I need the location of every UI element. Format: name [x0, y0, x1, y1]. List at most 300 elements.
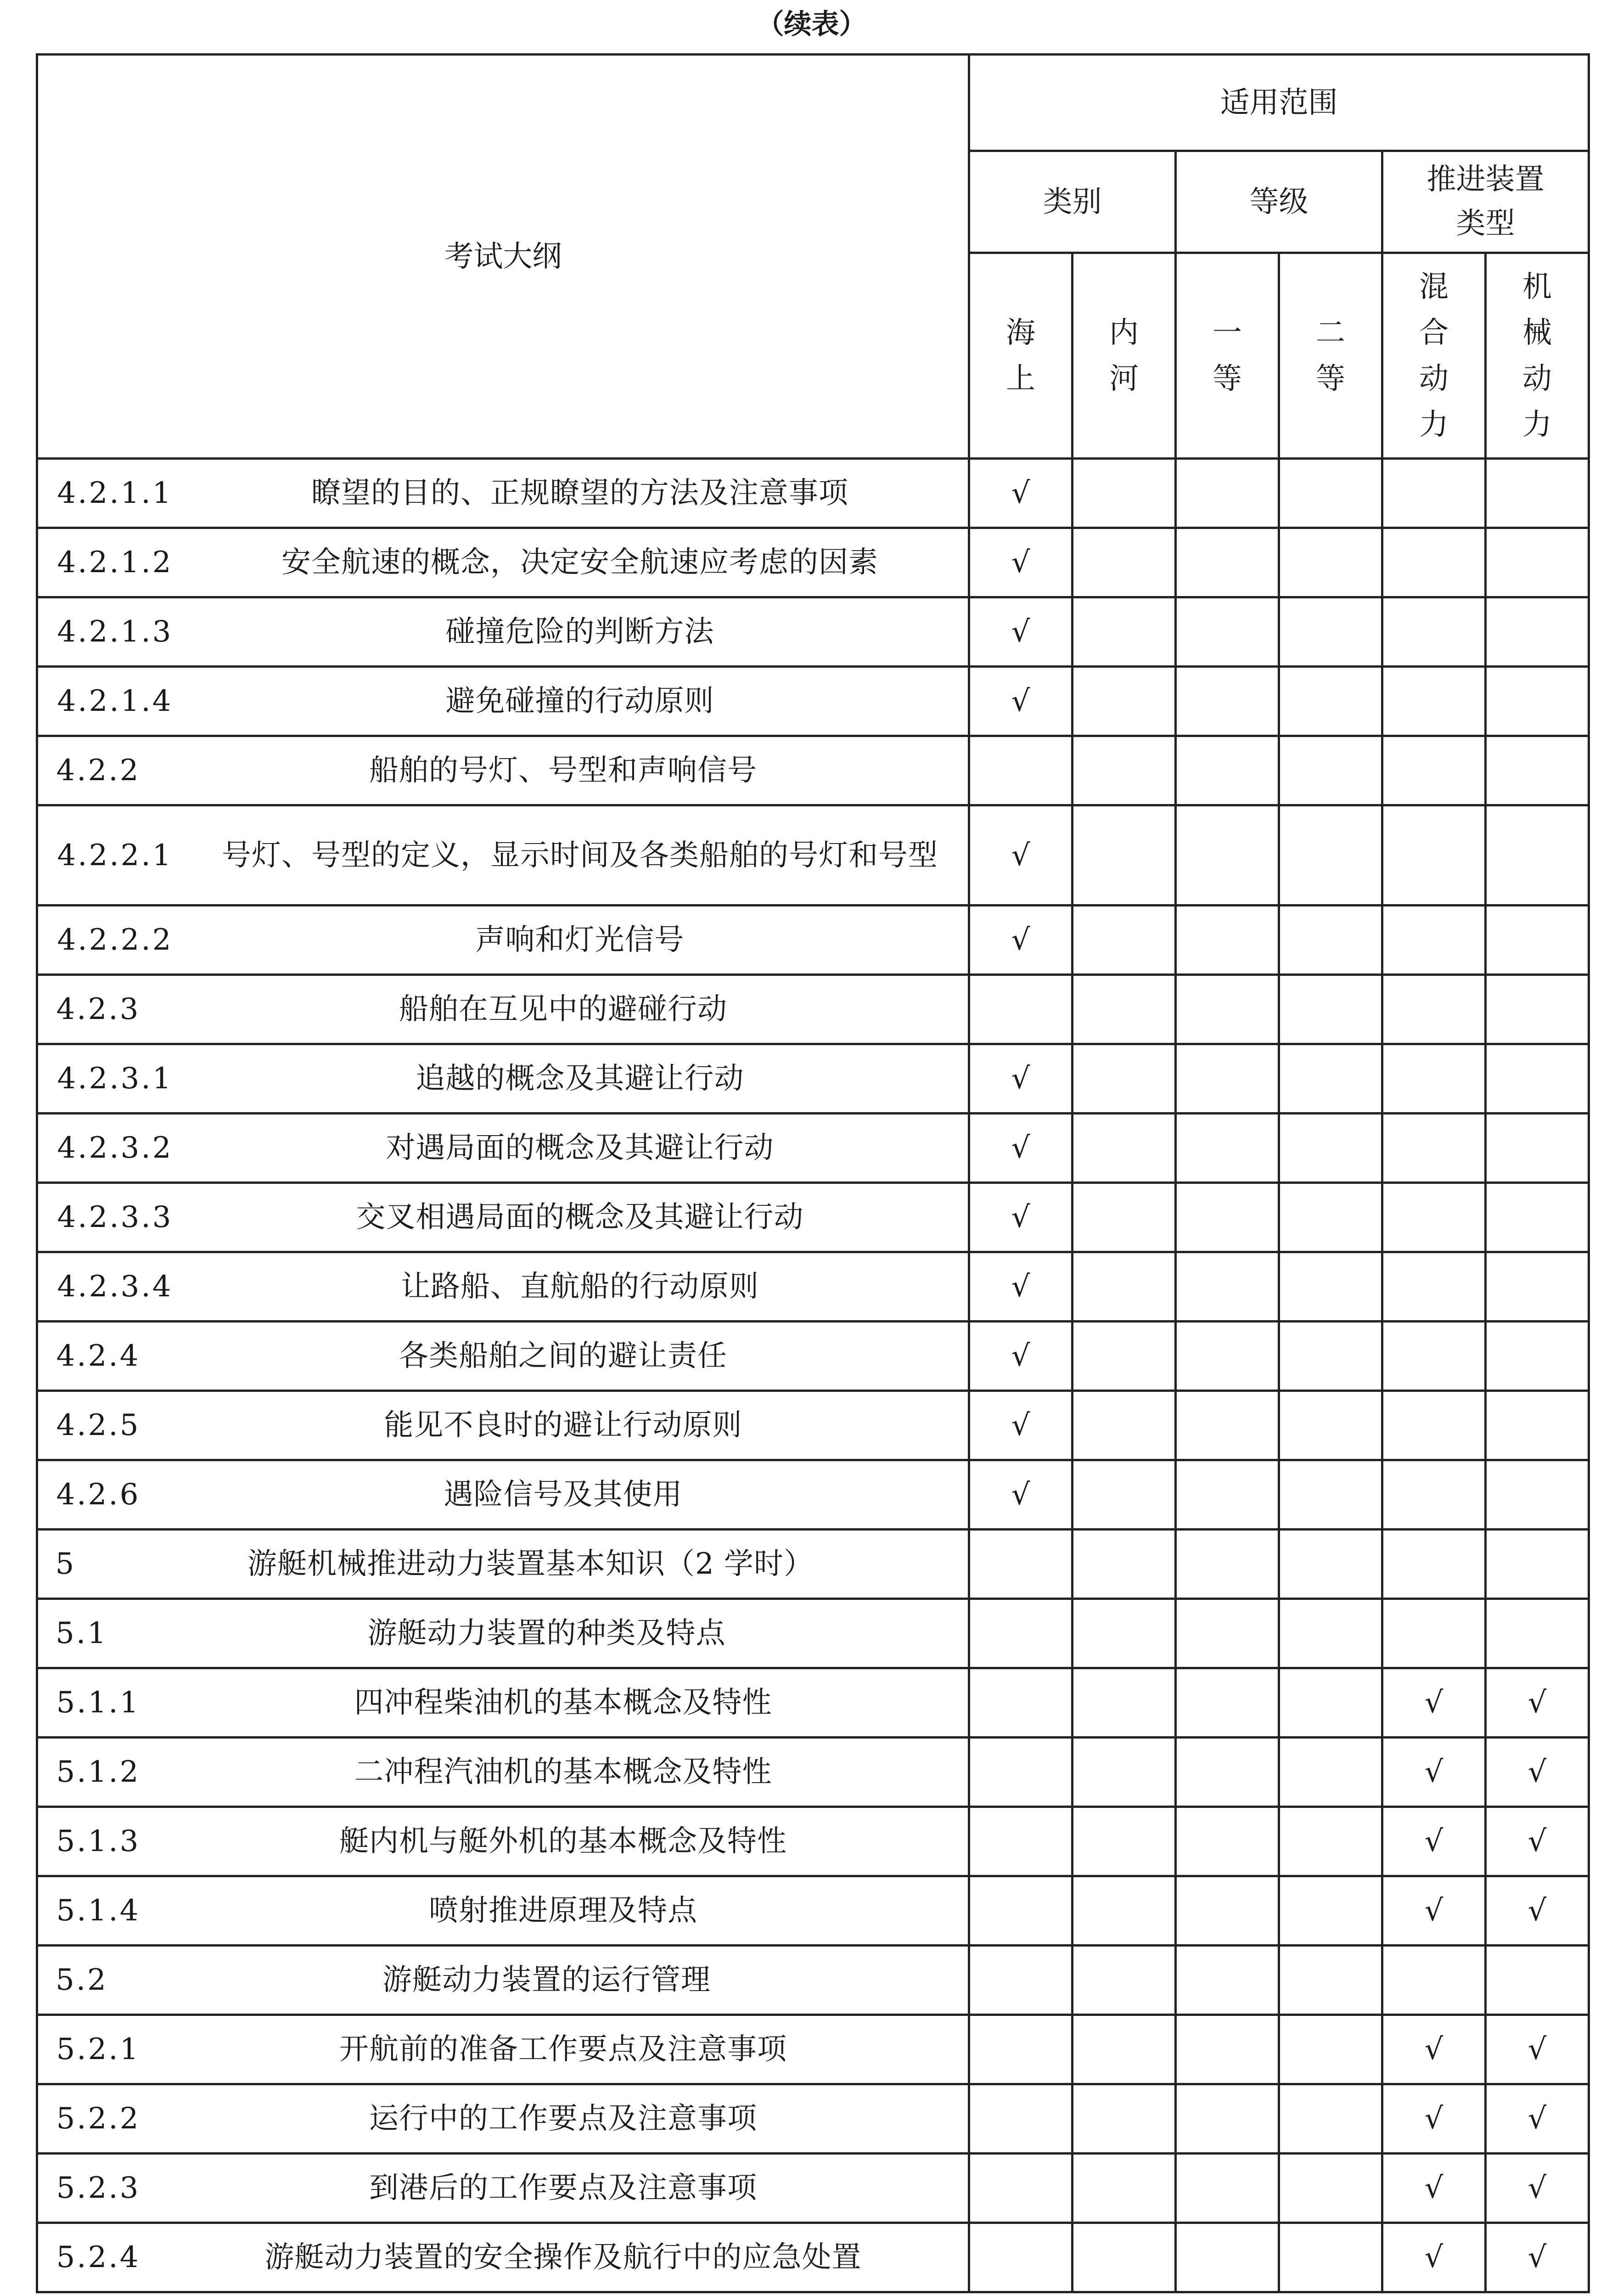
- check-cell-second-class: [1279, 1807, 1382, 1876]
- check-cell-first-class: [1176, 1322, 1279, 1391]
- outline-entry: [38, 612, 968, 652]
- table-body: [37, 459, 1589, 2292]
- check-cell-sea: [969, 2084, 1073, 2154]
- section-number: 5.2.4: [56, 2240, 140, 2274]
- outline-entry: [38, 1960, 968, 2000]
- table-caption: （续表）: [756, 8, 867, 40]
- check-cell-mechanical-power: [1486, 597, 1589, 667]
- check-cell-hybrid-power: [1382, 805, 1486, 906]
- section-number: 4.2.3.4: [57, 1270, 173, 1304]
- check-cell-first-class: [1176, 1252, 1279, 1322]
- check-cell-inland: [1073, 2015, 1176, 2084]
- column-header-sea: 海上: [969, 253, 1073, 459]
- section-title: 追越的概念及其避让行动: [416, 1062, 744, 1096]
- check-cell-second-class: [1279, 2015, 1382, 2084]
- section-title: 游艇动力装置的安全操作及航行中的应急处置: [264, 2240, 862, 2274]
- section-title: 各类船舶之间的避让责任: [399, 1339, 727, 1373]
- check-cell-sea: [969, 1738, 1073, 1807]
- check-cell-sea: [969, 2015, 1073, 2084]
- section-number: 4.2.4: [56, 1339, 140, 1373]
- section-number: 4.2.2: [56, 754, 140, 788]
- check-cell-first-class: [1176, 1668, 1279, 1738]
- section-title: 船舶在互见中的避碰行动: [399, 992, 727, 1026]
- check-cell-sea: √: [969, 906, 1073, 975]
- check-cell-first-class: [1176, 975, 1279, 1044]
- check-cell-sea: [969, 1599, 1073, 1668]
- check-cell-sea: [969, 1807, 1073, 1876]
- check-cell-first-class: [1176, 459, 1279, 528]
- table-row: [37, 805, 1589, 906]
- table-row: [37, 528, 1589, 597]
- table-row: [37, 2154, 1589, 2223]
- check-cell-hybrid-power: [1382, 1183, 1486, 1252]
- outline-cell: [37, 1322, 969, 1391]
- table-row: [37, 1876, 1589, 1946]
- check-cell-hybrid-power: [1382, 459, 1486, 528]
- check-cell-hybrid-power: [1382, 1391, 1486, 1460]
- check-cell-first-class: [1176, 2084, 1279, 2154]
- outline-entry: [38, 1198, 968, 1237]
- check-cell-hybrid-power: [1382, 736, 1486, 805]
- check-cell-mechanical-power: [1486, 1114, 1589, 1183]
- column-header-inland: 内河: [1073, 253, 1176, 459]
- section-title: 艇内机与艇外机的基本概念及特性: [339, 1824, 787, 1858]
- check-cell-second-class: [1279, 1668, 1382, 1738]
- table-row: [37, 597, 1589, 667]
- outline-entry: [38, 681, 968, 721]
- table-row: [37, 1252, 1589, 1322]
- section-title: 对遇局面的概念及其避让行动: [386, 1131, 774, 1165]
- section-number: 5.1.4: [56, 1894, 140, 1928]
- check-cell-hybrid-power: [1382, 1044, 1486, 1114]
- section-title: 号灯、号型的定义，显示时间及各类船舶的号灯和号型: [222, 838, 938, 872]
- check-cell-second-class: [1279, 975, 1382, 1044]
- check-cell-sea: [969, 1946, 1073, 2015]
- table-row: [37, 1044, 1589, 1114]
- check-cell-inland: [1073, 1460, 1176, 1530]
- table-row: [37, 1807, 1589, 1876]
- outline-cell: [37, 1946, 969, 2015]
- check-cell-mechanical-power: [1486, 1391, 1589, 1460]
- outline-cell: [37, 1599, 969, 1668]
- syllabus-table: [36, 53, 1590, 2293]
- outline-entry: [38, 1544, 968, 1584]
- check-cell-second-class: [1279, 1876, 1382, 1946]
- check-cell-hybrid-power: √: [1382, 2084, 1486, 2154]
- outline-entry: [38, 2099, 968, 2138]
- check-cell-second-class: [1279, 459, 1382, 528]
- check-cell-first-class: [1176, 1876, 1279, 1946]
- section-number: 5.2: [56, 1963, 108, 1997]
- check-cell-hybrid-power: [1382, 1460, 1486, 1530]
- check-cell-sea: [969, 736, 1073, 805]
- section-title: 遇险信号及其使用: [444, 1478, 683, 1512]
- check-cell-mechanical-power: √: [1486, 1738, 1589, 1807]
- section-number: 4.2.1.2: [57, 546, 173, 580]
- check-cell-inland: [1073, 1876, 1176, 1946]
- check-cell-first-class: [1176, 597, 1279, 667]
- check-cell-inland: [1073, 597, 1176, 667]
- section-title: 游艇机械推进动力装置基本知识（2 学时）: [247, 1547, 814, 1581]
- section-title: 碰撞危险的判断方法: [445, 615, 714, 649]
- check-cell-second-class: [1279, 2084, 1382, 2154]
- section-title: 避免碰撞的行动原则: [445, 684, 714, 718]
- check-cell-sea: [969, 975, 1073, 1044]
- propulsion-type-header: 推进装置类型: [1382, 151, 1589, 253]
- check-cell-sea: √: [969, 1114, 1073, 1183]
- check-cell-hybrid-power: √: [1382, 1807, 1486, 1876]
- outline-cell: [37, 1530, 969, 1599]
- table-row: [37, 1114, 1589, 1183]
- check-cell-second-class: [1279, 667, 1382, 736]
- section-title: 交叉相遇局面的概念及其避让行动: [356, 1200, 804, 1234]
- check-cell-inland: [1073, 2084, 1176, 2154]
- section-title: 运行中的工作要点及注意事项: [369, 2102, 757, 2136]
- section-number: 4.2.1.1: [57, 476, 173, 510]
- check-cell-mechanical-power: [1486, 667, 1589, 736]
- check-cell-mechanical-power: [1486, 975, 1589, 1044]
- check-cell-first-class: [1176, 1114, 1279, 1183]
- check-cell-mechanical-power: √: [1486, 1876, 1589, 1946]
- section-title: 开航前的准备工作要点及注意事项: [339, 2032, 787, 2066]
- outline-cell: [37, 1807, 969, 1876]
- table-row: [37, 1391, 1589, 1460]
- table-row: [37, 1530, 1589, 1599]
- check-cell-hybrid-power: √: [1382, 1738, 1486, 1807]
- check-cell-second-class: [1279, 528, 1382, 597]
- section-number: 5.2.3: [56, 2171, 140, 2205]
- check-cell-sea: [969, 1530, 1073, 1599]
- check-cell-second-class: [1279, 597, 1382, 667]
- check-cell-mechanical-power: √: [1486, 2084, 1589, 2154]
- check-cell-inland: [1073, 1530, 1176, 1599]
- check-cell-sea: √: [969, 1252, 1073, 1322]
- section-title: 游艇动力装置的种类及特点: [367, 1616, 726, 1650]
- check-cell-hybrid-power: [1382, 1322, 1486, 1391]
- check-cell-hybrid-power: [1382, 597, 1486, 667]
- check-cell-first-class: [1176, 805, 1279, 906]
- outline-cell: [37, 597, 969, 667]
- outline-entry: [38, 1059, 968, 1098]
- check-cell-hybrid-power: [1382, 667, 1486, 736]
- check-cell-inland: [1073, 805, 1176, 906]
- table-row: [37, 1668, 1589, 1738]
- table-row: [37, 2084, 1589, 2154]
- check-cell-sea: [969, 1668, 1073, 1738]
- outline-cell: [37, 1668, 969, 1738]
- check-cell-sea: √: [969, 667, 1073, 736]
- check-cell-inland: [1073, 528, 1176, 597]
- check-cell-second-class: [1279, 906, 1382, 975]
- section-number: 5.1.2: [56, 1755, 140, 1789]
- section-number: 5.1.1: [56, 1686, 140, 1720]
- outline-cell: [37, 1114, 969, 1183]
- section-title: 到港后的工作要点及注意事项: [369, 2171, 757, 2205]
- check-cell-mechanical-power: √: [1486, 2223, 1589, 2292]
- check-cell-sea: [969, 2154, 1073, 2223]
- check-cell-first-class: [1176, 736, 1279, 805]
- check-cell-inland: [1073, 1738, 1176, 1807]
- table-row: [37, 736, 1589, 805]
- outline-entry: [38, 1752, 968, 1792]
- outline-entry: [38, 1614, 968, 1653]
- check-cell-first-class: [1176, 1460, 1279, 1530]
- outline-entry: [38, 920, 968, 960]
- check-cell-first-class: [1176, 1183, 1279, 1252]
- check-cell-hybrid-power: √: [1382, 1876, 1486, 1946]
- check-cell-mechanical-power: [1486, 736, 1589, 805]
- check-cell-hybrid-power: [1382, 1599, 1486, 1668]
- table-row: [37, 1460, 1589, 1530]
- check-cell-first-class: [1176, 1044, 1279, 1114]
- category-header: 类别: [969, 151, 1176, 253]
- check-cell-first-class: [1176, 2015, 1279, 2084]
- outline-cell: [37, 1044, 969, 1114]
- table-row: [37, 1599, 1589, 1668]
- outline-entry: [38, 1336, 968, 1376]
- table-row: [37, 2015, 1589, 2084]
- outline-cell: [37, 975, 969, 1044]
- section-number: 4.2.3: [56, 992, 140, 1026]
- check-cell-inland: [1073, 1946, 1176, 2015]
- section-number: 5.1.3: [56, 1824, 140, 1858]
- check-cell-inland: [1073, 2154, 1176, 2223]
- section-number: 4.2.5: [56, 1408, 140, 1442]
- check-cell-second-class: [1279, 1946, 1382, 2015]
- check-cell-mechanical-power: [1486, 1530, 1589, 1599]
- outline-cell: [37, 459, 969, 528]
- check-cell-hybrid-power: √: [1382, 2223, 1486, 2292]
- check-cell-first-class: [1176, 1807, 1279, 1876]
- section-number: 5.2.2: [56, 2102, 140, 2136]
- outline-cell: [37, 528, 969, 597]
- section-number: 5: [55, 1547, 76, 1581]
- check-cell-first-class: [1176, 1599, 1279, 1668]
- section-number: 4.2.6: [56, 1478, 140, 1512]
- check-cell-second-class: [1279, 1183, 1382, 1252]
- check-cell-hybrid-power: [1382, 1114, 1486, 1183]
- section-title: 游艇动力装置的运行管理: [382, 1963, 711, 1997]
- section-title: 安全航速的概念，决定安全航速应考虑的因素: [281, 546, 878, 580]
- outline-entry: [38, 473, 968, 513]
- outline-entry: [38, 751, 968, 790]
- section-number: 4.2.1.3: [57, 615, 173, 649]
- check-cell-mechanical-power: √: [1486, 2015, 1589, 2084]
- check-cell-first-class: [1176, 1391, 1279, 1460]
- check-cell-sea: √: [969, 1391, 1073, 1460]
- outline-entry: [38, 2168, 968, 2208]
- check-cell-sea: [969, 2223, 1073, 2292]
- check-cell-mechanical-power: [1486, 1183, 1589, 1252]
- section-title: 瞭望的目的、正规瞭望的方法及注意事项: [311, 476, 848, 510]
- table-row: [37, 1946, 1589, 2015]
- section-title: 声响和灯光信号: [475, 923, 685, 957]
- check-cell-first-class: [1176, 2154, 1279, 2223]
- table-header: [37, 55, 1589, 459]
- check-cell-inland: [1073, 1807, 1176, 1876]
- column-header-hybrid-power: 混合动力: [1382, 253, 1486, 459]
- outline-entry: [38, 1822, 968, 1861]
- section-number: 4.2.3.1: [57, 1062, 173, 1096]
- table-row: [37, 975, 1589, 1044]
- outline-cell: [37, 1391, 969, 1460]
- outline-cell: [37, 736, 969, 805]
- section-number: 4.2.3.2: [57, 1131, 173, 1165]
- check-cell-sea: √: [969, 1460, 1073, 1530]
- column-header-mechanical-power: 机械动力: [1486, 253, 1589, 459]
- outline-cell: [37, 2223, 969, 2292]
- check-cell-mechanical-power: [1486, 459, 1589, 528]
- check-cell-mechanical-power: [1486, 1044, 1589, 1114]
- check-cell-mechanical-power: [1486, 1252, 1589, 1322]
- check-cell-first-class: [1176, 667, 1279, 736]
- outline-cell: [37, 2154, 969, 2223]
- check-cell-inland: [1073, 1599, 1176, 1668]
- outline-entry: [38, 1267, 968, 1306]
- table-row: [37, 459, 1589, 528]
- section-title: 二冲程汽油机的基本概念及特性: [354, 1755, 772, 1789]
- check-cell-inland: [1073, 1252, 1176, 1322]
- outline-entry: [38, 1128, 968, 1168]
- outline-entry: [38, 990, 968, 1029]
- check-cell-second-class: [1279, 1391, 1382, 1460]
- outline-entry: [38, 2030, 968, 2069]
- check-cell-mechanical-power: [1486, 1599, 1589, 1668]
- check-cell-sea: √: [969, 528, 1073, 597]
- check-cell-sea: √: [969, 805, 1073, 906]
- check-cell-inland: [1073, 459, 1176, 528]
- outline-cell: [37, 667, 969, 736]
- outline-entry: [38, 1891, 968, 1930]
- check-cell-second-class: [1279, 2154, 1382, 2223]
- check-cell-second-class: [1279, 1114, 1382, 1183]
- check-cell-second-class: [1279, 1044, 1382, 1114]
- section-title: 船舶的号灯、号型和声响信号: [369, 754, 757, 788]
- section-number: 4.2.1.4: [57, 684, 173, 718]
- check-cell-mechanical-power: [1486, 906, 1589, 975]
- check-cell-mechanical-power: [1486, 805, 1589, 906]
- check-cell-sea: √: [969, 459, 1073, 528]
- check-cell-mechanical-power: √: [1486, 2154, 1589, 2223]
- table-row: [37, 667, 1589, 736]
- check-cell-inland: [1073, 1183, 1176, 1252]
- column-header-second-class: 二等: [1279, 253, 1382, 459]
- check-cell-inland: [1073, 667, 1176, 736]
- section-title: 能见不良时的避让行动原则: [384, 1408, 742, 1442]
- check-cell-second-class: [1279, 736, 1382, 805]
- section-number: 5.2.1: [56, 2032, 140, 2066]
- check-cell-second-class: [1279, 1322, 1382, 1391]
- check-cell-inland: [1073, 1044, 1176, 1114]
- check-cell-inland: [1073, 1391, 1176, 1460]
- outline-entry: [38, 1406, 968, 1445]
- check-cell-inland: [1073, 1668, 1176, 1738]
- check-cell-first-class: [1176, 1946, 1279, 2015]
- outline-cell: [37, 2015, 969, 2084]
- check-cell-inland: [1073, 906, 1176, 975]
- scope-header: 适用范围: [969, 55, 1589, 151]
- outline-cell: [37, 906, 969, 975]
- table-row: [37, 1738, 1589, 1807]
- check-cell-second-class: [1279, 805, 1382, 906]
- check-cell-mechanical-power: [1486, 528, 1589, 597]
- check-cell-second-class: [1279, 1530, 1382, 1599]
- check-cell-inland: [1073, 1114, 1176, 1183]
- section-number: 5.1: [56, 1616, 108, 1650]
- outline-cell: [37, 1460, 969, 1530]
- table-row: [37, 1322, 1589, 1391]
- check-cell-inland: [1073, 736, 1176, 805]
- outline-cell: [37, 1252, 969, 1322]
- check-cell-hybrid-power: √: [1382, 1668, 1486, 1738]
- section-title: 让路船、直航船的行动原则: [401, 1270, 759, 1304]
- outline-cell: [37, 1876, 969, 1946]
- check-cell-mechanical-power: [1486, 1322, 1589, 1391]
- check-cell-second-class: [1279, 1738, 1382, 1807]
- check-cell-second-class: [1279, 1599, 1382, 1668]
- check-cell-sea: √: [969, 1322, 1073, 1391]
- table-row: [37, 2223, 1589, 2292]
- check-cell-hybrid-power: [1382, 1946, 1486, 2015]
- section-title: 四冲程柴油机的基本概念及特性: [354, 1686, 772, 1720]
- outline-cell: [37, 2084, 969, 2154]
- check-cell-second-class: [1279, 1460, 1382, 1530]
- check-cell-mechanical-power: √: [1486, 1807, 1589, 1876]
- section-number: 4.2.3.3: [57, 1200, 173, 1234]
- check-cell-first-class: [1176, 2223, 1279, 2292]
- outline-cell: [37, 1183, 969, 1252]
- outline-entry: [38, 2238, 968, 2277]
- check-cell-sea: √: [969, 597, 1073, 667]
- check-cell-first-class: [1176, 1530, 1279, 1599]
- check-cell-sea: √: [969, 1183, 1073, 1252]
- check-cell-hybrid-power: [1382, 528, 1486, 597]
- section-number: 4.2.2.2: [57, 923, 173, 957]
- outline-entry: [38, 836, 968, 875]
- check-cell-first-class: [1176, 528, 1279, 597]
- grade-header: 等级: [1176, 151, 1382, 253]
- outline-cell: [37, 1738, 969, 1807]
- check-cell-second-class: [1279, 1252, 1382, 1322]
- check-cell-sea: √: [969, 1044, 1073, 1114]
- check-cell-first-class: [1176, 906, 1279, 975]
- column-header-first-class: 一等: [1176, 253, 1279, 459]
- check-cell-hybrid-power: √: [1382, 2154, 1486, 2223]
- exam-outline-header: 考试大纲: [37, 55, 969, 459]
- check-cell-hybrid-power: [1382, 906, 1486, 975]
- check-cell-hybrid-power: √: [1382, 2015, 1486, 2084]
- check-cell-hybrid-power: [1382, 975, 1486, 1044]
- table-row: [37, 1183, 1589, 1252]
- outline-entry: [38, 1683, 968, 1722]
- check-cell-first-class: [1176, 1738, 1279, 1807]
- check-cell-hybrid-power: [1382, 1252, 1486, 1322]
- check-cell-mechanical-power: [1486, 1460, 1589, 1530]
- check-cell-mechanical-power: √: [1486, 1668, 1589, 1738]
- check-cell-hybrid-power: [1382, 1530, 1486, 1599]
- check-cell-inland: [1073, 975, 1176, 1044]
- check-cell-inland: [1073, 2223, 1176, 2292]
- outline-cell: [37, 805, 969, 906]
- outline-entry: [38, 543, 968, 582]
- check-cell-inland: [1073, 1322, 1176, 1391]
- section-title: 喷射推进原理及特点: [429, 1894, 697, 1928]
- check-cell-mechanical-power: [1486, 1946, 1589, 2015]
- outline-entry: [38, 1475, 968, 1514]
- table-row: [37, 906, 1589, 975]
- section-number: 4.2.2.1: [57, 838, 173, 872]
- check-cell-second-class: [1279, 2223, 1382, 2292]
